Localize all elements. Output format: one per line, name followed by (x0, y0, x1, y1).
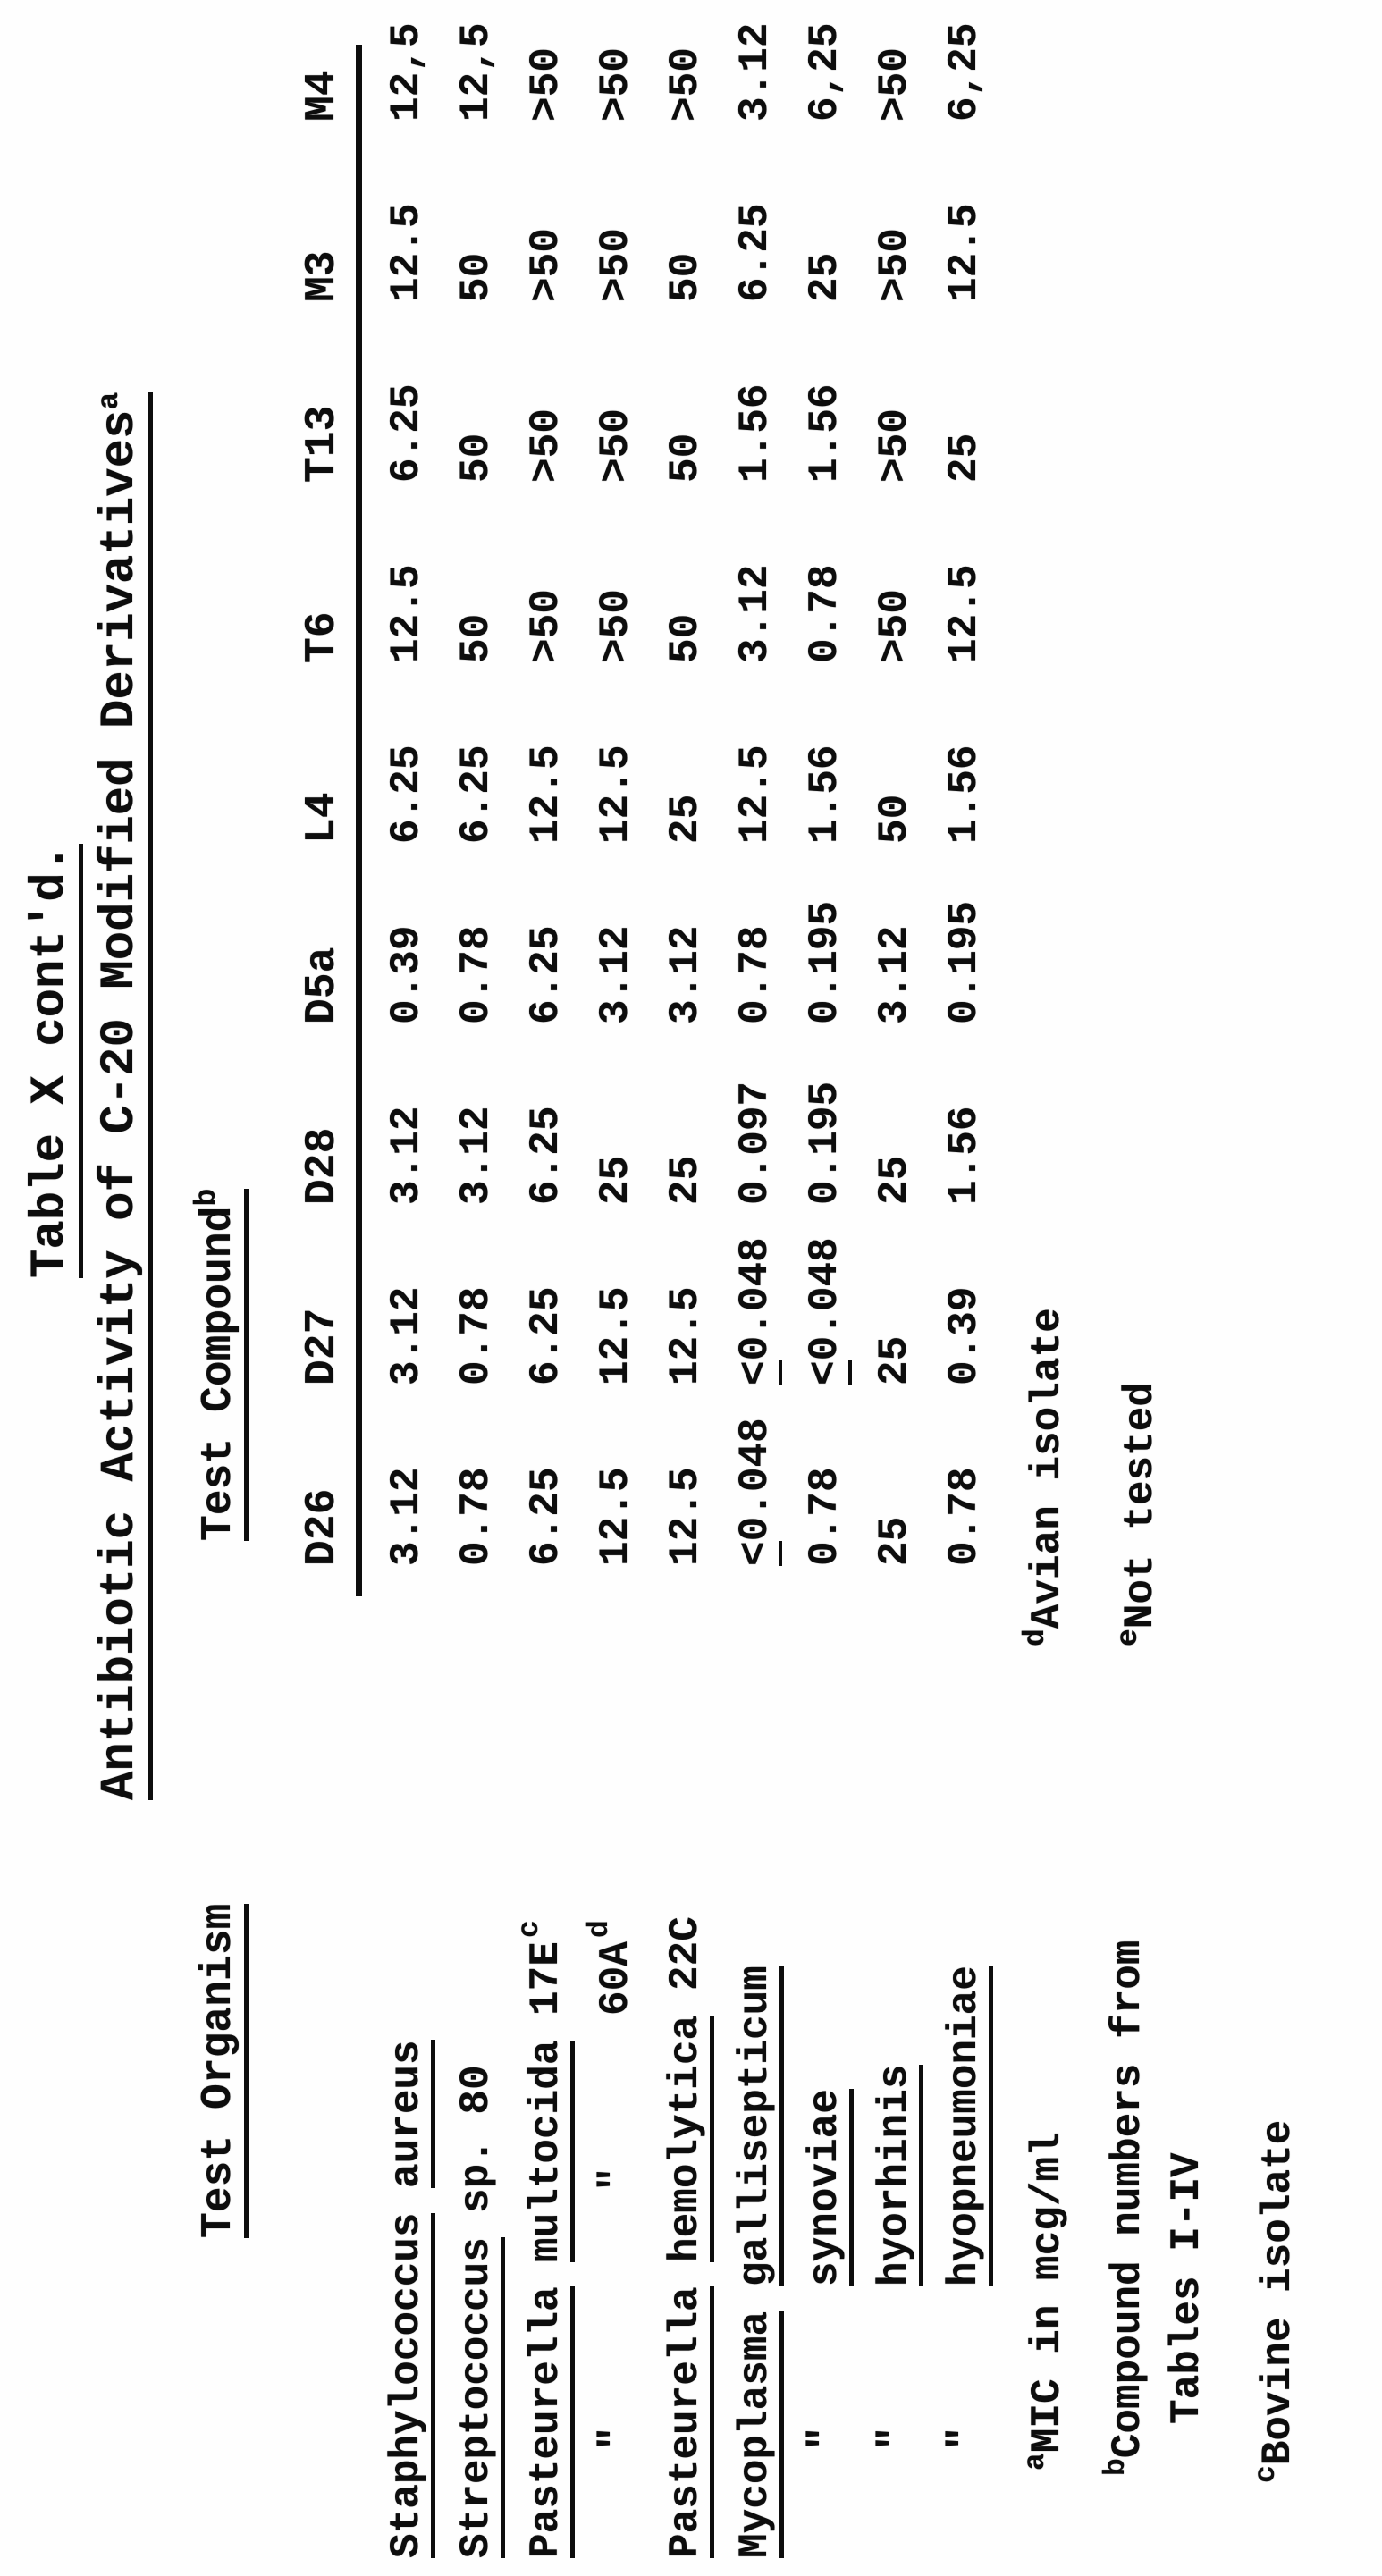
value-cell: 3.12 (732, 564, 779, 663)
organism-label-segment: aureus (380, 2040, 434, 2188)
footnote-c-line: $^c$Bovine isolate (1250, 2119, 1302, 2483)
value-cell: 25 (802, 252, 848, 302)
table-caption (21, 844, 80, 1278)
header-rule (356, 45, 362, 1596)
organism-label-segment: 60A (593, 1941, 639, 2016)
organism-label-segment: 22C (662, 1916, 709, 1991)
value-cell: 3.12 (383, 1286, 430, 1385)
footnote-a-line: $^a$MIC in mcg/ml (1019, 2132, 1071, 2471)
value-cell: >50 (593, 47, 639, 122)
value-cell: 0.78 (732, 925, 779, 1024)
value-cell: 25 (872, 1335, 918, 1385)
table-caption-text: Table X cont'd. (23, 844, 83, 1278)
value-cell: 0.195 (802, 1081, 848, 1205)
organism-label-segment: multocida (519, 2041, 573, 2262)
row-group-header (191, 1904, 247, 2238)
value-cell: >50 (593, 408, 639, 483)
organism-label-segment: hemolytica (659, 2016, 712, 2262)
ditto-mark: " (802, 2426, 848, 2451)
value-cell: 3.12 (593, 925, 639, 1024)
value-cell: 50 (662, 613, 709, 663)
value-cell: 12.5 (523, 745, 569, 844)
table-title (91, 392, 150, 1800)
column-header-d27: D27 (299, 1308, 347, 1385)
column-group-header-text: Test Compound (195, 1206, 243, 1541)
value-cell: 6.25 (732, 203, 779, 302)
footnote-marker-a: a (1019, 2453, 1052, 2471)
organism-label-segment: Streptococcus (450, 2237, 503, 2558)
footnote-marker-c: c (1250, 2465, 1283, 2483)
value-cell: >50 (872, 589, 918, 663)
column-header-d5a: D5a (299, 947, 347, 1024)
value-cell: 25 (593, 1155, 639, 1205)
value-cell: 0.78 (453, 925, 500, 1024)
column-group-header (191, 1189, 247, 1541)
value-cell: 3.12 (662, 925, 709, 1024)
row-group-header-text: Test Organism (195, 1904, 249, 2238)
value-cell: >50 (593, 589, 639, 663)
organism-label-segment: Pasteurella (659, 2286, 712, 2558)
organism-label-segment: Pasteurella (519, 2286, 573, 2558)
organism-label-segment: 17E (523, 1941, 569, 2016)
value-cell: 0.39 (941, 1286, 988, 1385)
value-cell: <0.048 (729, 1237, 782, 1385)
column-header-m4: M4 (299, 70, 347, 122)
column-header-t6: T6 (299, 611, 347, 663)
value-cell: 50 (872, 794, 918, 844)
value-cell: 25 (872, 1516, 918, 1566)
value-cell: 12.5 (383, 203, 430, 302)
value-cell: 3.12 (383, 1106, 430, 1205)
value-cell: 0.78 (941, 1467, 988, 1566)
column-header-l4: L4 (299, 792, 347, 844)
value-cell: 12.5 (383, 564, 430, 663)
value-cell: 0.097 (732, 1081, 779, 1205)
organism-label-segment: gallisepticum (729, 1966, 782, 2286)
value-cell: 25 (662, 794, 709, 844)
value-cell: >50 (523, 589, 569, 663)
organism-label-segment: hyopneumoniae (938, 1966, 991, 2286)
column-header-d28: D28 (299, 1127, 347, 1205)
value-cell: 25 (941, 433, 988, 483)
footnote-b-line: Tables I-IV (1164, 2152, 1210, 2424)
value-cell: 12.5 (941, 564, 988, 663)
value-cell: 12.5 (732, 745, 779, 844)
value-cell: 1.56 (941, 1106, 988, 1205)
ditto-mark: " (593, 2426, 639, 2451)
value-cell: >50 (872, 408, 918, 483)
value-cell: 50 (453, 433, 500, 483)
value-cell: 50 (662, 433, 709, 483)
value-cell: 12.5 (593, 1467, 639, 1566)
value-cell: 50 (453, 613, 500, 663)
footnote-b-line: $^b$Compound numbers from (1100, 1940, 1151, 2476)
value-cell: 6,25 (941, 22, 988, 122)
footnote-e-line: $^e$Not tested (1112, 1382, 1164, 1646)
value-cell: >50 (872, 228, 918, 302)
value-cell: 3.12 (732, 22, 779, 122)
value-cell: 6,25 (802, 22, 848, 122)
value-cell: 12,5 (383, 22, 430, 122)
organism-label-segment: Mycoplasma (729, 2311, 782, 2558)
value-cell: 0.78 (453, 1467, 500, 1566)
value-cell: 3.12 (383, 1467, 430, 1566)
column-group-footnote-marker: b (190, 1188, 223, 1207)
ditto-mark: " (941, 2426, 988, 2451)
footnote-marker-e: e (1112, 1629, 1145, 1646)
value-cell: 3.12 (453, 1106, 500, 1205)
value-cell: 12.5 (941, 203, 988, 302)
title-footnote-marker: a (93, 391, 126, 410)
value-cell: 6.25 (523, 1106, 569, 1205)
value-cell: 25 (872, 1155, 918, 1205)
value-cell: 0.195 (941, 900, 988, 1024)
value-cell: 0.78 (802, 1467, 848, 1566)
value-cell: 1.56 (941, 745, 988, 844)
value-cell: <0.048 (798, 1237, 852, 1385)
value-cell: >50 (872, 47, 918, 122)
footnote-marker-b: b (1100, 2458, 1133, 2476)
table-title-text: Antibiotic Activity of C-20 Modified Derivatives (93, 409, 147, 1800)
value-cell: 50 (662, 252, 709, 302)
value-cell: >50 (593, 228, 639, 302)
organism-footnote-marker: d (583, 1920, 616, 1938)
value-cell: 6.25 (453, 745, 500, 844)
value-cell: 12.5 (593, 1286, 639, 1385)
value-cell: 50 (453, 252, 500, 302)
value-cell: 0.195 (802, 900, 848, 1024)
value-cell: 12.5 (662, 1286, 709, 1385)
value-cell: 1.56 (732, 383, 779, 483)
ditto-mark: " (872, 2426, 918, 2451)
value-cell: 12.5 (593, 745, 639, 844)
value-cell: 0.39 (383, 925, 430, 1024)
organism-label-segment: sp. 80 (453, 2065, 500, 2213)
value-cell: >50 (523, 408, 569, 483)
value-cell: >50 (523, 47, 569, 122)
value-cell: 12.5 (662, 1467, 709, 1566)
value-cell: 0.78 (453, 1286, 500, 1385)
organism-label-segment: hyorhinis (868, 2065, 922, 2286)
value-cell: <0.048 (729, 1418, 782, 1566)
footnote-d-line: $^d$Avian isolate (1019, 1308, 1071, 1646)
value-cell: 6.25 (523, 1467, 569, 1566)
column-header-m3: M3 (299, 250, 347, 302)
value-cell: >50 (662, 47, 709, 122)
value-cell: 6.25 (523, 1286, 569, 1385)
value-cell: 1.56 (802, 745, 848, 844)
value-cell: 6.25 (383, 383, 430, 483)
column-header-d26: D26 (299, 1488, 347, 1566)
value-cell: 25 (662, 1155, 709, 1205)
organism-footnote-marker: c (513, 1920, 546, 1938)
footnote-marker-d: d (1019, 1629, 1052, 1646)
value-cell: 3.12 (872, 925, 918, 1024)
value-cell: 6.25 (523, 925, 569, 1024)
organism-label-segment: Staphylococcus (380, 2213, 434, 2558)
value-cell: >50 (523, 228, 569, 302)
column-header-t13: T13 (299, 405, 347, 483)
value-cell: 6.25 (383, 745, 430, 844)
value-cell: 12,5 (453, 22, 500, 122)
value-cell: 0.78 (802, 564, 848, 663)
organism-label-segment: synoviae (798, 2089, 852, 2286)
value-cell: 1.56 (802, 383, 848, 483)
ditto-mark: " (593, 2167, 639, 2192)
